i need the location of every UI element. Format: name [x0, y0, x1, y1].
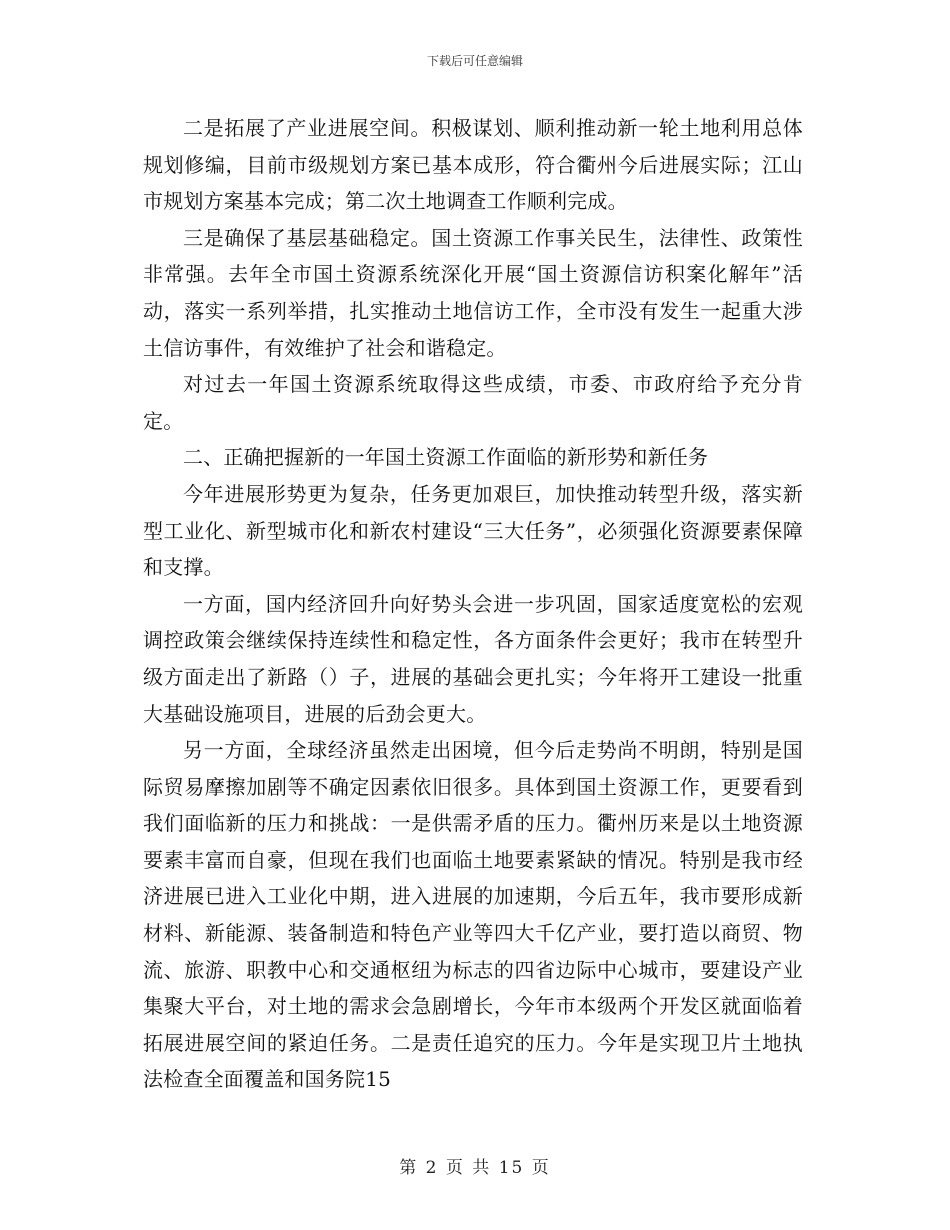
paragraph-expand-space: 二是拓展了产业进展空间。积极谋划、顺利推动新一轮土地利用总体规划修编，目前市级规划方案已基本成形，符合衢州今后进展实际；江山市规划方案基本完成；第二次土地调查工作顺利完成。: [143, 116, 803, 214]
page-number-footer: [0, 1153, 950, 1178]
paragraph-grassroots-stability: 三是确保了基层基础稳定。国土资源工作事关民生，法律性、政策性非常强。去年全市国土资源系统深化开展“国土资源信访积案化解年”活动，落实一系列举措，扎实推动土地信访工作，全市没有发生一起重大涉土信访事件，有效维护了社会和谐稳定。: [143, 225, 803, 360]
page-header-note: 下载后可任意编辑: [426, 54, 523, 68]
paragraph-one-aspect: 一方面，国内经济回升向好势头会进一步巩固，国家适度宽松的宏观调控政策会继续保持连续性和稳定性，各方面条件会更好；我市在转型升级方面走出了新路（）子，进展的基础会更扎实；今年将开工建设一批重大基础设施项目，进展的后劲会更大。: [143, 591, 803, 726]
page-number-label: 第 2 页 共 15 页: [399, 1158, 551, 1178]
document-body: [143, 110, 803, 1098]
paragraph-affirmation: 对过去一年国土资源系统取得这些成绩，市委、市政府给予充分肯定。: [143, 372, 803, 433]
paragraph-other-aspect: 另一方面，全球经济虽然走出困境，但今后走势尚不明朗，特别是国际贸易摩擦加剧等不确定因素依旧很多。具体到国土资源工作，更要看到我们面临新的压力和挑战：一是供需矛盾的压力。衢州历来是以土地资源要素丰富而自豪，但现在我们也面临土地要素紧缺的情况。特别是我市经济进展已进入工业化中期，进入进展的加速期，今后五年，我市要形成新材料、新能源、装备制造和特色产业等四大千亿产业，要打造以商贸、物流、旅游、职教中心和交通枢纽为标志的四省边际中心城市，要建设产业集聚大平台，对土地的需求会急剧增长，今年市本级两个开发区就面临着拓展进展空间的紧迫任务。二是责任追究的压力。今年是实现卫片土地执法检查全面覆盖和国务院15: [143, 738, 803, 1092]
paragraph-complex-situation: 今年进展形势更为复杂，任务更加艰巨，加快推动转型升级，落实新型工业化、新型城市化和新农村建设“三大任务”，必须强化资源要素保障和支撑。: [143, 481, 803, 580]
section-heading-new-situation: 二、正确把握新的一年国土资源工作面临的新形势和新任务: [183, 445, 709, 470]
